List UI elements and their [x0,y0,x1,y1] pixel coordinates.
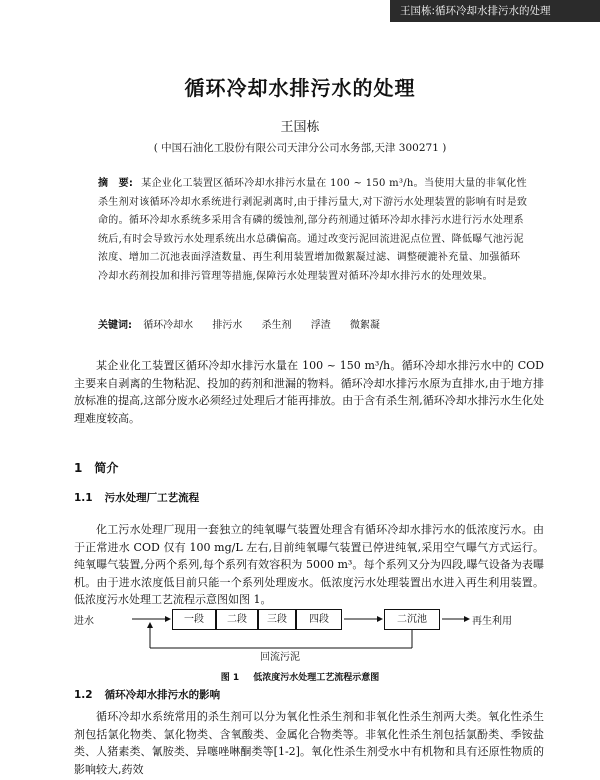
section-number: 1.1 [74,492,93,504]
return-sludge-label: 回流污泥 [260,652,300,663]
figure-caption-text: 低浓度污水处理工艺流程示意图 [253,673,380,683]
author: 王国栋 [280,120,320,135]
abstract-text: 某企业化工装置区循环冷却水排污水量在 100 ~ 150 m³/h。当使用大量的非氧化性杀生剂对该循环冷却水系统进行剥泥剥离时,由于排污量大,对下游污水处理装置的影响有时是致命的。循环冷却水系统多采用含有磷的缓蚀剂,部分药剂通过循环冷却水排污水进行污水处理系统后,有时会导致污水处理系统出水总磷偏高。通过改变污泥回流进泥点位置、降低曝气池污泥浓度、增加二沉池表面浮渣数量、再生利用装置增加微絮凝过滤、调整硬漉补充量、加强循环冷却水药剂投加和排污管理等措施,保障污水处理装置对循环冷却水排污水的处理效果。 [98,178,528,282]
section-title: 循环冷却水排污水的影响 [104,689,221,701]
abstract-label: 摘 要: [98,178,134,189]
running-header: 王国栋:循环冷却水排污水的处理 [390,0,600,22]
keyword-item: 浮渣 [310,320,331,331]
paper-title: 循环冷却水排污水的处理 [184,76,416,100]
section-1-1-heading [74,490,199,505]
stage-box: 四段 [296,609,342,630]
keyword-item: 微絮凝 [349,320,380,331]
stage-box: 二段 [216,609,258,630]
stage-box: 三段 [258,609,296,630]
outlet-label: 再生利用 [472,616,512,627]
keywords-label: 关键词: [98,320,132,331]
process-flow-figure [74,606,544,666]
keyword-item: 循环冷却水 [143,320,194,331]
inlet-label: 进水 [74,616,94,627]
section-1-2-paragraph: 循环冷却水系统常用的杀生剂可以分为氧化性杀生剂和非氧化性杀生剂两大类。氧化性杀生剂包括氯化物类、氯化物类、含氧酸类、金属化合物类等。非氧化性杀生剂包括氯酚类、季铵盐类、人猪素类、氰胺类、异噻唑啉酮类等[1-2]。氧化性杀生剂受水中有机物和具有还原性物质的影响较大,药效 [74,710,544,776]
section-1-2-heading [74,687,220,702]
section-title: 污水处理厂工艺流程 [104,492,200,504]
section-number: 1.2 [74,689,93,701]
figure-caption [0,670,600,683]
intro-paragraph: 某企业化工装置区循环冷却水排污水量在 100 ~ 150 m³/h。循环冷却水排污水中的 COD 主要来自剥离的生物粘泥、投加的药剂和泄漏的物料。循环冷却水排污水原为直排水,由于地方排放标准的提高,这部分废水必须经过处理后才能再排放。由于含有杀生剂,循环冷却水排污水生化处理难度较高。 [74,359,544,425]
keyword-item: 杀生剂 [261,320,292,331]
section-number: 1 [74,461,83,475]
affiliation: ( 中国石油化工股份有限公司天津分公司水务部,天津 300271 ) [153,142,447,154]
section-1-heading [74,459,118,476]
keyword-item: 排污水 [212,320,243,331]
abstract [98,175,530,286]
clarifier-box: 二沉池 [384,609,440,630]
section-title: 简介 [94,461,119,475]
stage-box: 一段 [172,609,216,630]
figure-number: 图 1 [220,673,240,683]
section-1-1-paragraph: 化工污水处理厂现用一套独立的纯氧曝气装置处理含有循环冷却水排污水的低浓度污水。由于正常进水 COD 仅有 100 mg/L 左右,目前纯氧曝气装置已停进纯氧,采用空气曝气方式运行。纯氧曝气装置,分两个系列,每个系列有效容积为 5000 m³。每个系列又分为四段,曝气设备为表曝机。由于进水浓度低目前只能一个系列处理废水。低浓度污水处理装置出水进入再生利用装置。低浓度污水处理工艺流程示意图如图 1。 [74,523,544,606]
keywords [98,316,530,331]
